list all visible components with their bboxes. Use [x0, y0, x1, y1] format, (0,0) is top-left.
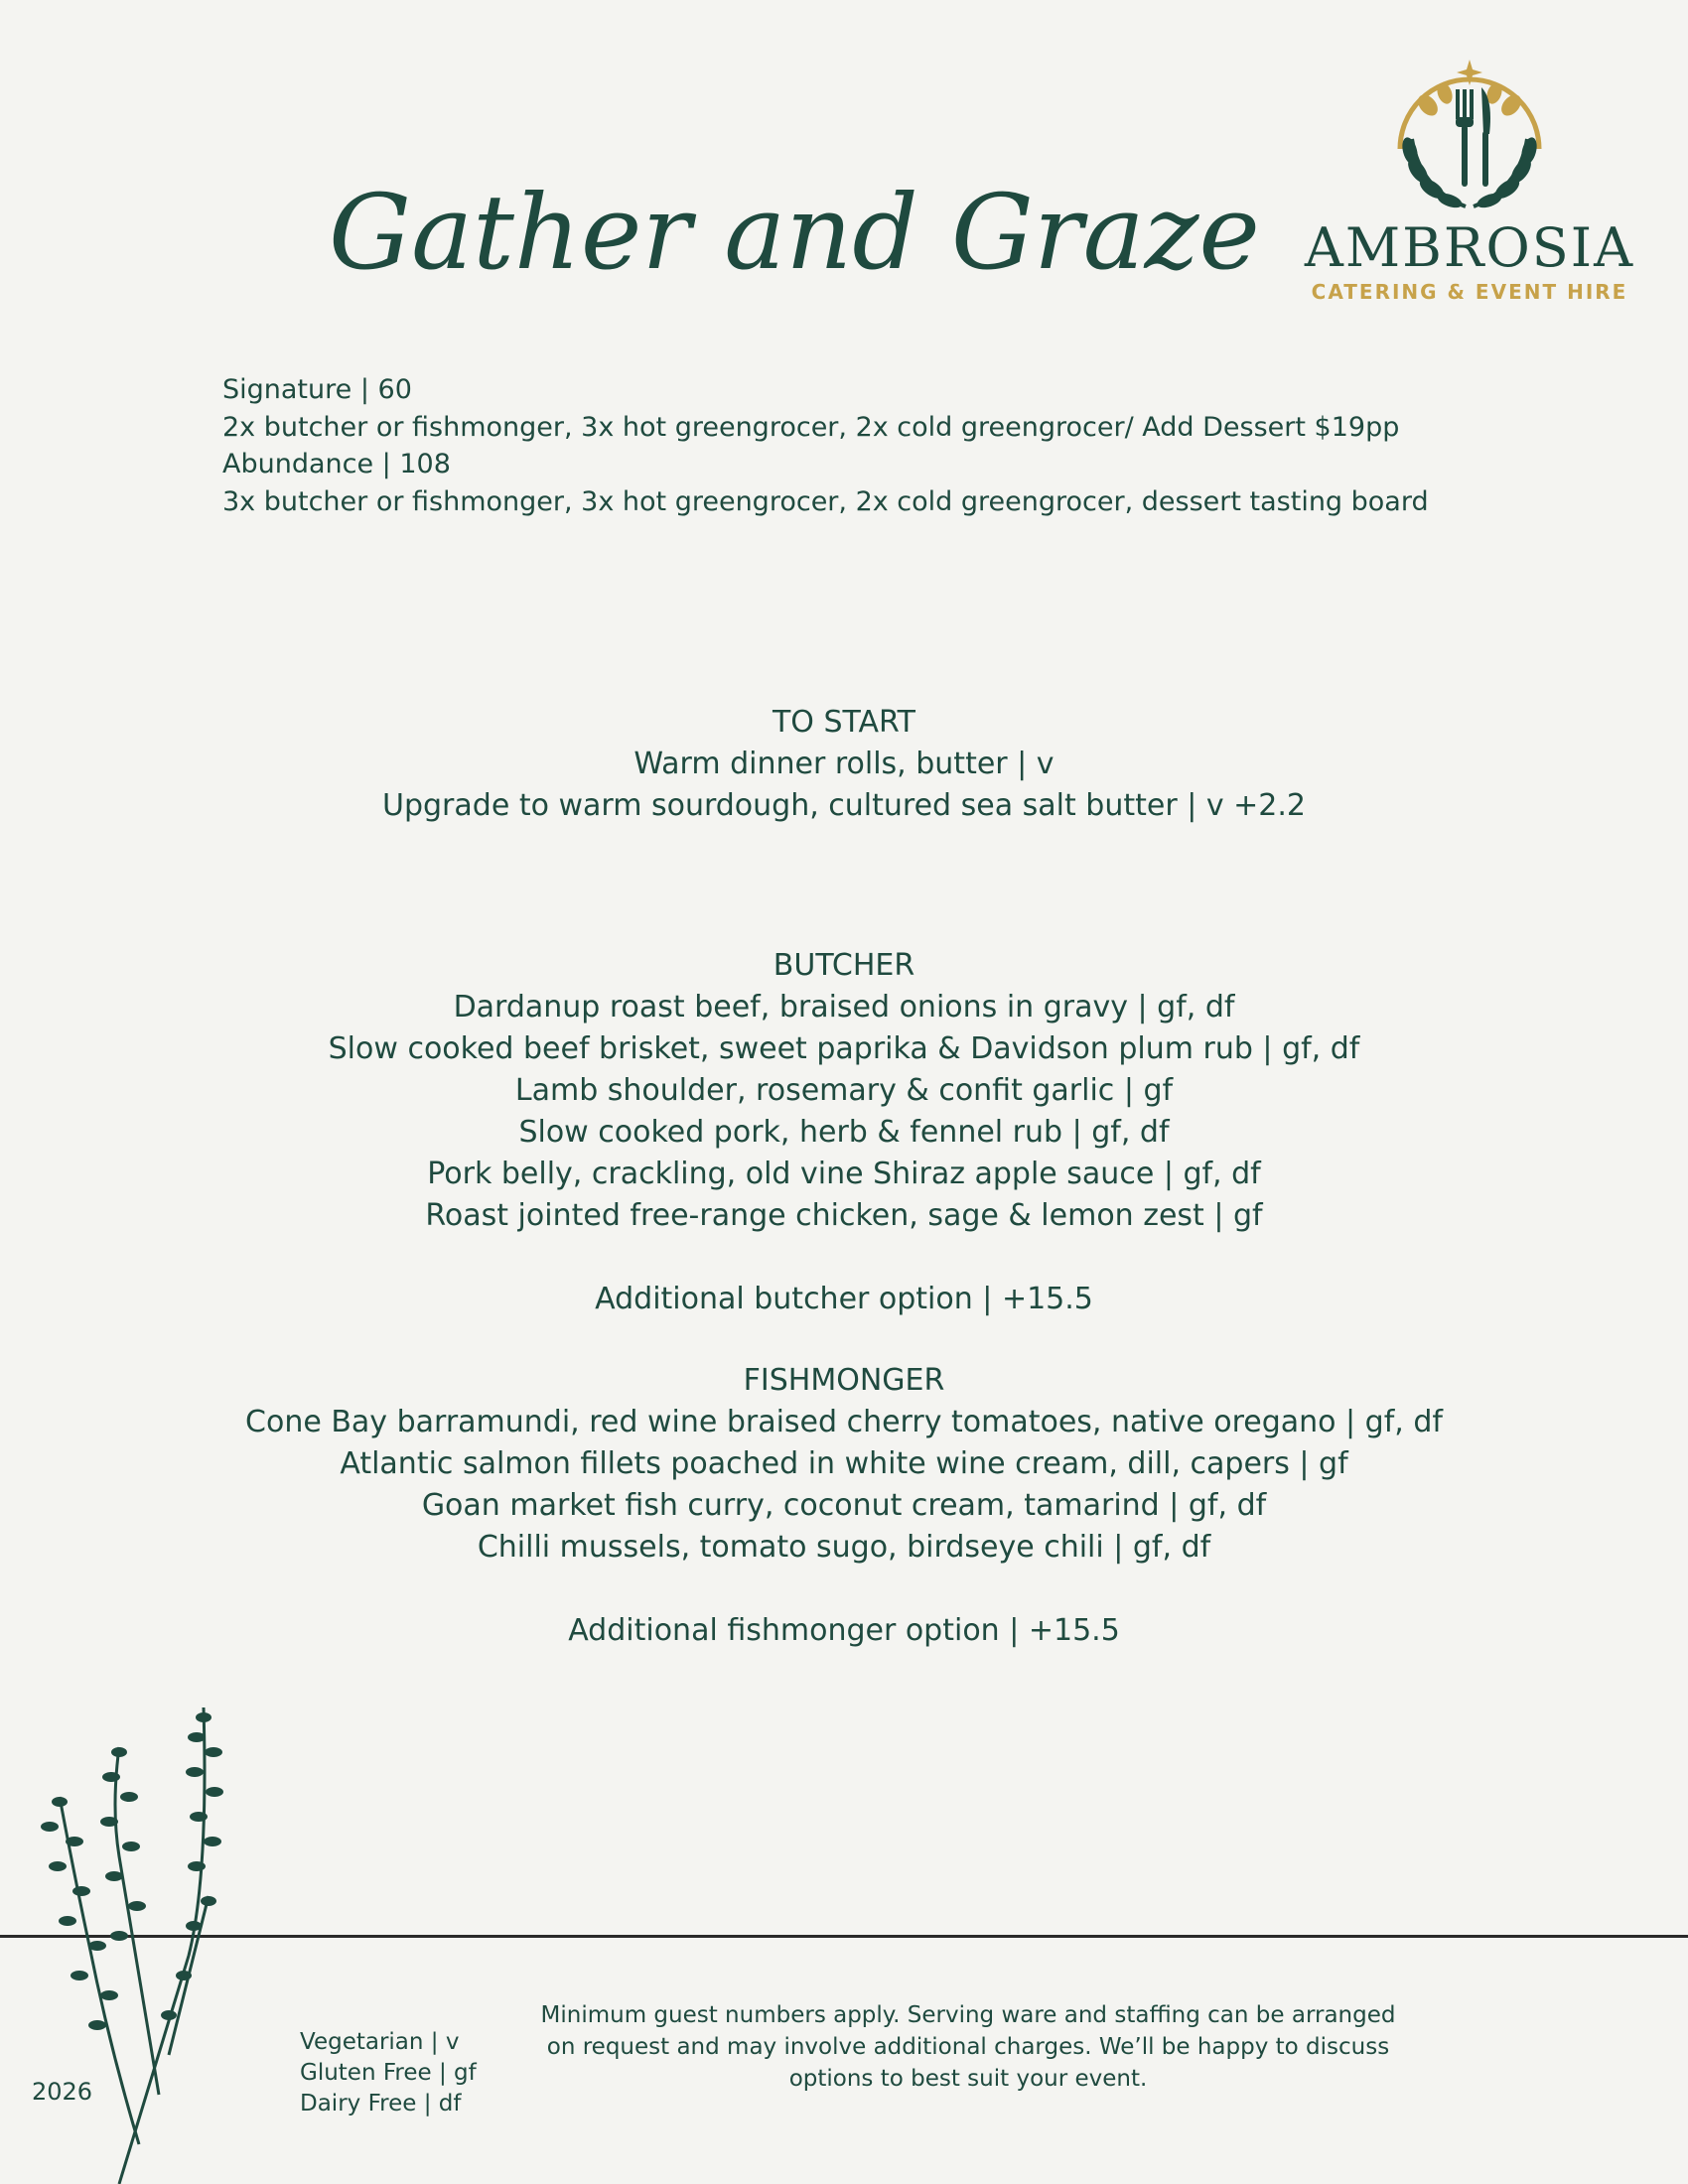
year-label: 2026: [32, 2078, 93, 2106]
notice-line: options to best suit your event.: [788, 2066, 1148, 2092]
legend-gluten-free: Gluten Free | gf: [300, 2060, 477, 2086]
logo-emblem: [1370, 40, 1569, 218]
menu-item: Cone Bay barramundi, red wine braised cherry tomatoes, native oregano | gf, df: [245, 1405, 1443, 1439]
laurel-wreath-icon: [1400, 136, 1540, 210]
section-fishmonger: [149, 1360, 1539, 1652]
menu-item: Slow cooked beef brisket, sweet paprika & Davidson plum rub | gf, df: [328, 1031, 1360, 1066]
brand-logo: [1261, 40, 1678, 308]
section-heading: FISHMONGER: [743, 1363, 945, 1398]
fork-knife-icon: [1456, 87, 1490, 187]
dietary-legend: [300, 2027, 477, 2119]
notice-line: on request and may involve additional charges. We’ll be happy to discuss: [546, 2034, 1390, 2060]
additional-option: Additional fishmonger option | +15.5: [568, 1613, 1120, 1648]
legend-dairy-free: Dairy Free | df: [300, 2091, 462, 2116]
notice-line: Minimum guest numbers apply. Serving ware and staffing can be arranged: [540, 2002, 1396, 2028]
section-to-start: [149, 702, 1539, 827]
section-heading: TO START: [772, 705, 916, 740]
footer-divider: [0, 1935, 1688, 1938]
menu-item: Goan market fish curry, coconut cream, tamarind | gf, df: [421, 1488, 1267, 1523]
menu-item: Slow cooked pork, herb & fennel rub | gf, df: [518, 1115, 1170, 1150]
menu-item: Roast jointed free-range chicken, sage & lemon zest | gf: [425, 1198, 1263, 1233]
thyme-sprig-illustration: [20, 1678, 248, 2184]
legend-vegetarian: Vegetarian | v: [300, 2029, 460, 2055]
footer-notice: [521, 1999, 1415, 2095]
brand-name: AMBROSIA: [1304, 216, 1635, 279]
package-signature-desc: 2x butcher or fishmonger, 3x hot greengrocer, 2x cold greengrocer/ Add Dessert $19pp: [222, 411, 1400, 443]
menu-item: Dardanup roast beef, braised onions in gravy | gf, df: [453, 990, 1235, 1024]
section-butcher: [149, 945, 1539, 1320]
package-abundance-title: Abundance | 108: [222, 449, 451, 479]
menu-item: Lamb shoulder, rosemary & confit garlic | gf: [514, 1073, 1174, 1108]
package-abundance-desc: 3x butcher or fishmonger, 3x hot greengrocer, 2x cold greengrocer, dessert tasting board: [222, 485, 1429, 517]
menu-item: Chilli mussels, tomato sugo, birdseye chili | gf, df: [477, 1530, 1211, 1565]
menu-title-text: Gather and Graze: [329, 172, 1260, 293]
package-signature-title: Signature | 60: [222, 374, 412, 405]
menu-item: Upgrade to warm sourdough, cultured sea salt butter | v +2.2: [382, 788, 1306, 823]
menu-item: Pork belly, crackling, old vine Shiraz apple sauce | gf, df: [427, 1157, 1261, 1191]
menu-item: Warm dinner rolls, butter | v: [633, 747, 1055, 781]
menu-title: [329, 139, 1260, 338]
menu-item: Atlantic salmon fillets poached in white wine cream, dill, capers | gf: [340, 1446, 1348, 1481]
package-list: [222, 371, 1513, 520]
section-heading: BUTCHER: [773, 948, 915, 983]
additional-option: Additional butcher option | +15.5: [595, 1282, 1093, 1316]
brand-tagline: CATERING & EVENT HIRE: [1311, 280, 1628, 304]
